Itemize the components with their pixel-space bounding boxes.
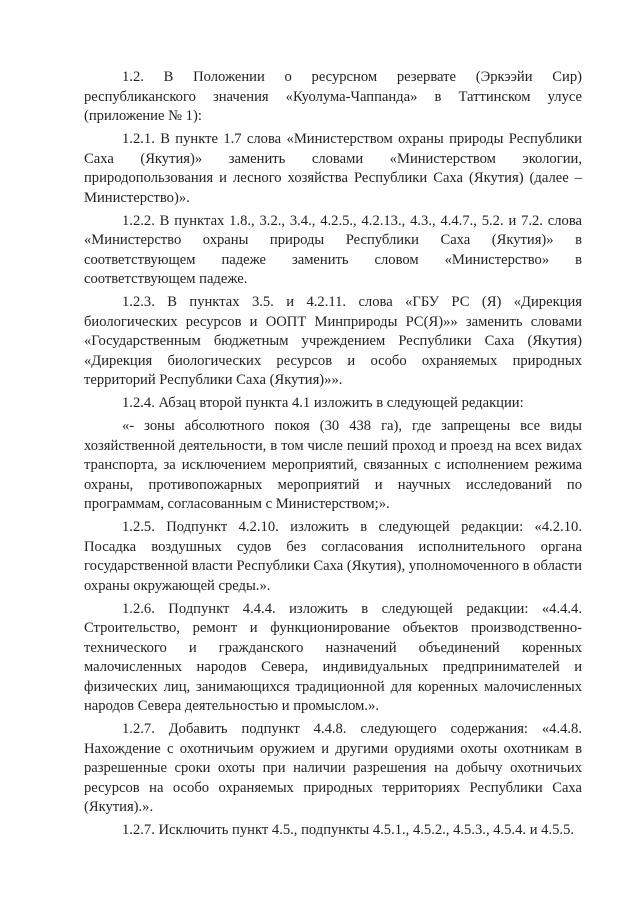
paragraph-1-2-7-add: 1.2.7. Добавить подпункт 4.4.8. следующего содержания: «4.4.8. Нахождение с охотничьим оружием и другими орудиями охоты охотникам в разрешенные сроки охоты при наличии разрешения на добычу охотничьих ресурсов на особо охраняемых природных территориях Республики Саха (Якутия).». bbox=[84, 721, 582, 815]
paragraph-1-2-6: 1.2.6. Подпункт 4.4.4. изложить в следующей редакции: «4.4.4. Строительство, ремонт и функционирование объектов производственно-технического и гражданского назначений объединений коренных малочисленных народов Севера, индивидуальных предпринимателей и физических лиц, занимающихся традиционной для коренных малочисленных народов Севера деятельностью и промыслом.». bbox=[84, 600, 582, 714]
paragraph-1-2-1: 1.2.1. В пункте 1.7 слова «Министерством охраны природы Республики Саха (Якутия)» заменить словами «Министерством экологии, природопользования и лесного хозяйства Республики Саха (Якутия) (далее – Министерство)». bbox=[84, 131, 582, 206]
document-body bbox=[84, 68, 582, 844]
paragraph-1-2: 1.2. В Положении о ресурсном резервате (Эркээйи Сир) республиканского значения «Куолума-Чаппанда» в Таттинском улусе (приложение № 1): bbox=[84, 69, 582, 124]
paragraph-1-2-4: 1.2.4. Абзац второй пункта 4.1 изложить в следующей редакции: bbox=[122, 395, 524, 411]
paragraph-1-2-2: 1.2.2. В пунктах 1.8., 3.2., 3.4., 4.2.5., 4.2.13., 4.3., 4.4.7., 5.2. и 7.2. слова «Министерство охраны природы Республики Саха (Якутия)» в соответствующем падеже заменить словом «Министерство» в соответствующем падеже. bbox=[84, 212, 582, 287]
paragraph-1-2-7-exclude: 1.2.7. Исключить пункт 4.5., подпункты 4.5.1., 4.5.2., 4.5.3., 4.5.4. и 4.5.5. bbox=[122, 822, 575, 838]
paragraph-quote-rest-zone: «- зоны абсолютного покоя (30 438 га), где запрещены все виды хозяйственной деятельности, в том числе пеший проход и проезд на всех видах транспорта, за исключением мероприятий, связанных с исполнением режима охраны, противопожарных мероприятий и научных исследований по программам, согласованным с Министерством;». bbox=[84, 418, 582, 512]
paragraph-1-2-3: 1.2.3. В пунктах 3.5. и 4.2.11. слова «ГБУ РС (Я) «Дирекция биологических ресурсов и ООПТ Минприроды РС(Я)»» заменить словами «Государственным бюджетным учреждением Республики Саха (Якутия) «Дирекция биологических ресурсов и особо охраняемых природных территорий Республики Саха (Якутия)»». bbox=[84, 294, 582, 388]
paragraph-1-2-5: 1.2.5. Подпункт 4.2.10. изложить в следующей редакции: «4.2.10. Посадка воздушных судов без согласования исполнительного органа государственной власти Республики Саха (Якутия), уполномоченного в области охраны окружающей среды.». bbox=[84, 519, 582, 594]
